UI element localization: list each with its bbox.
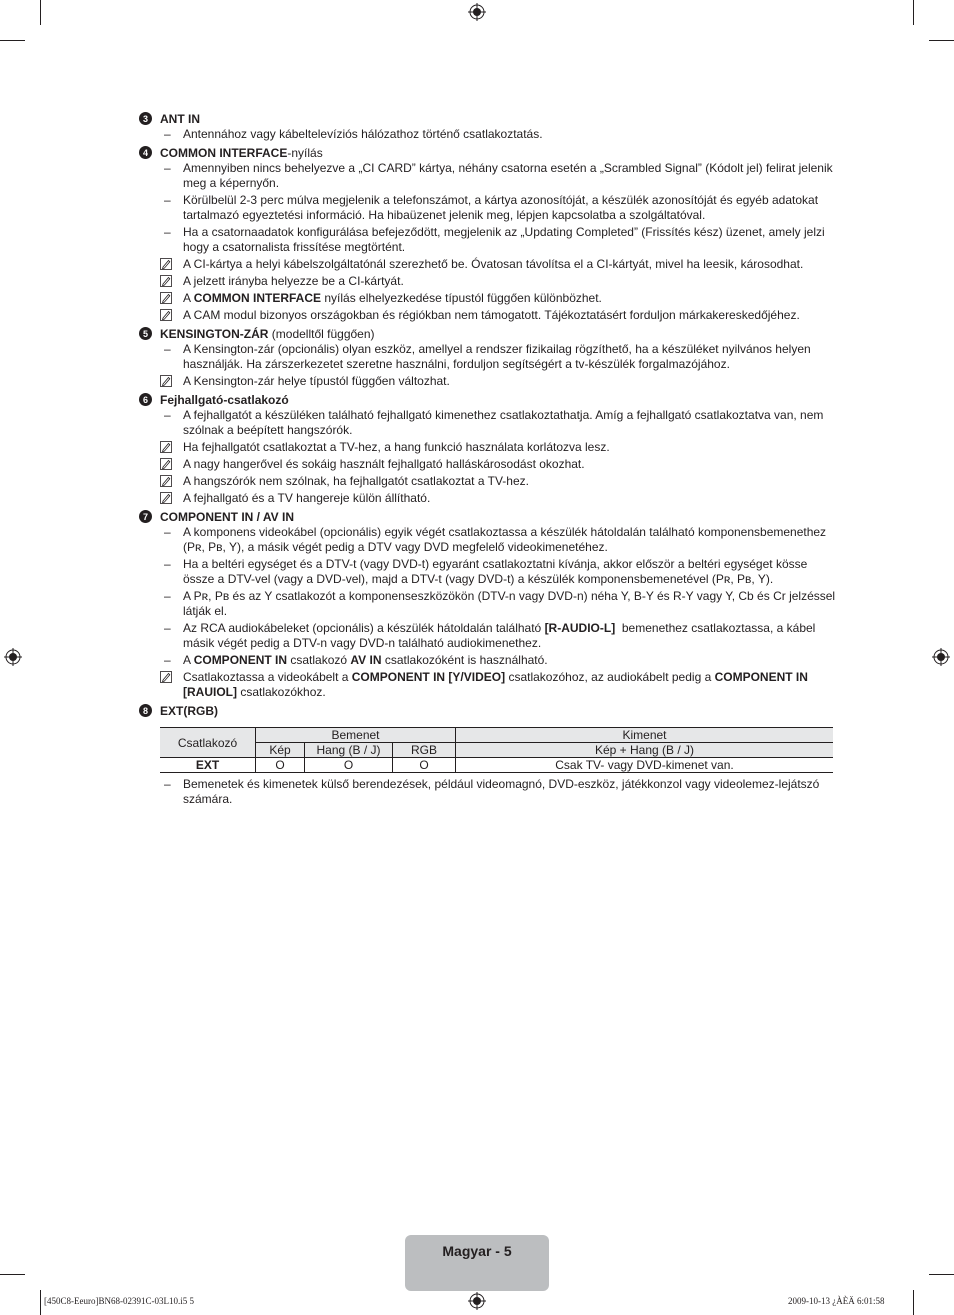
bullet-item <box>139 525 839 555</box>
note-pencil-icon <box>160 258 172 270</box>
item-text: A Pʀ, Pʙ és az Y csatlakozót a komponenseszközökön (DTV-n vagy DVD-n) néha Y, B-Y és R-Y vagy Y, Cb és Cr jelzéssel látják el. <box>183 589 839 618</box>
registration-mark-icon <box>468 3 486 21</box>
item-text: A nagy hangerővel és sokáig használt fejhallgató halláskárosodást okozhat. <box>183 457 585 471</box>
section-title: KENSINGTON-ZÁR <box>160 326 269 341</box>
item-text: Amennyiben nincs behelyezve a „CI CARD” kártya, néhány csatorna esetén a „Scrambled Signal” (Kódolt jel) felirat jelenik meg a képernyőn. <box>183 161 836 190</box>
item-text: A komponens videokábel (opcionális) egyik végét csatlakoztassa a készülék hátoldalán található komponensbemenethez (Pʀ, Pʙ, Y), a másik végét pedig a DTV vagy DVD megfelelő videokimenetéhez. <box>183 525 830 554</box>
crop-mark <box>913 1290 914 1315</box>
bullet-item <box>139 621 839 651</box>
note-pencil-icon <box>160 671 172 683</box>
note-item <box>139 474 839 489</box>
crop-mark <box>929 40 954 41</box>
section-number-badge: 3 <box>139 112 152 125</box>
table-header-input: Bemenet <box>256 728 456 743</box>
section-heading <box>139 325 839 342</box>
dash-marker: – <box>164 557 171 571</box>
table-subheader-output: Kép + Hang (B / J) <box>456 743 834 758</box>
bullet-item <box>139 225 839 255</box>
bullet-item <box>139 342 839 372</box>
note-item <box>139 374 839 389</box>
section-8 <box>139 702 839 719</box>
section-number-badge: 5 <box>139 327 152 340</box>
bullet-item <box>139 127 839 142</box>
table-row-label: EXT <box>160 758 256 773</box>
bullet-item <box>139 557 839 587</box>
print-info-left: [450C8-Eeuro]BN68-02391C-03L10.i5 5 <box>44 1296 194 1306</box>
section-title-suffix: -nyílás <box>287 145 323 160</box>
section-5 <box>139 325 839 389</box>
print-info-right: 2009-10-13 ¿ÀÈÄ 6:01:58 <box>788 1296 885 1306</box>
section-number-badge: 7 <box>139 510 152 523</box>
crop-mark <box>0 1274 25 1275</box>
item-text: A Kensington-zár helye típustól függően változhat. <box>183 374 450 388</box>
item-text: A COMMON INTERFACE nyílás elhelyezkedése típustól függően különbözhet. <box>183 291 602 305</box>
note-pencil-icon <box>160 292 172 304</box>
bullet-item <box>139 777 839 807</box>
note-pencil-icon <box>160 458 172 470</box>
page-number: Magyar - 5 <box>442 1243 512 1259</box>
document-body <box>139 110 839 809</box>
crop-mark <box>929 1274 954 1275</box>
item-text: A fejhallgató és a TV hangereje külön állítható. <box>183 491 431 505</box>
section-6 <box>139 391 839 506</box>
section-heading <box>139 391 839 408</box>
dash-marker: – <box>164 621 171 635</box>
table-subheader-hang: Hang (B / J) <box>305 743 393 758</box>
bullet-item <box>139 589 839 619</box>
item-text: Az RCA audiokábeleket (opcionális) a készülék hátoldalán található [R-AUDIO-L] bemenethez csatlakoztassa, a kábel másik végét pedig a DTV-n vagy DVD-n található audiokimenethez. <box>183 621 819 650</box>
item-text: Bemenetek és kimenetek külső berendezések, például videomagnó, DVD-eszköz, játékkonzol vagy videolemez-lejátszó számára. <box>183 777 820 806</box>
item-text: Ha a csatornaadatok konfigurálása befejeződött, megjelenik az „Updating Completed” (Frissítés kész) üzenet, amely jelzi hogy a csatornalista frissítése megtörtént. <box>183 225 828 254</box>
note-item <box>139 670 839 700</box>
section-7 <box>139 508 839 700</box>
table-cell: Csak TV- vagy DVD-kimenet van. <box>456 758 834 773</box>
dash-marker: – <box>164 589 171 603</box>
item-text: A Kensington-zár (opcionális) olyan eszköz, amellyel a rendszer fizikailag rögzíthető, ha a készüléket nyilvános helyen használják. Ha zárszerkezetet szeretne használni, forduljon segítségért a tv-készülék forgalmazójához. <box>183 342 815 371</box>
section-title: Fejhallgató-csatlakozó <box>160 392 289 407</box>
section-heading <box>139 508 839 525</box>
item-text: Antennához vagy kábeltelevíziós hálózathoz történő csatlakoztatás. <box>183 127 543 141</box>
note-item <box>139 291 839 306</box>
item-text: A jelzett irányba helyezze be a CI-kártyát. <box>183 274 404 288</box>
dash-marker: – <box>164 342 171 356</box>
note-pencil-icon <box>160 475 172 487</box>
note-item <box>139 257 839 272</box>
dash-marker: – <box>164 525 171 539</box>
section-title-suffix: (modelltől függően) <box>268 326 375 341</box>
dash-marker: – <box>164 408 171 422</box>
crop-mark <box>913 0 914 25</box>
item-text: A fejhallgatót a készüléken található fejhallgató kimenethez csatlakoztathatja. Amíg a fejhallgató csatlakoztatva van, nem szólnak a beépített hangszórók. <box>183 408 827 437</box>
item-text: A COMPONENT IN csatlakozó AV IN csatlakozóként is használható. <box>183 653 548 667</box>
dash-marker: – <box>164 193 171 207</box>
dash-marker: – <box>164 127 171 141</box>
section-heading <box>139 110 839 127</box>
crop-mark <box>0 40 25 41</box>
table-cell: O <box>393 758 456 773</box>
note-item <box>139 440 839 455</box>
ext-connector-table <box>160 727 833 773</box>
item-text: Körülbelül 2-3 perc múlva megjelenik a telefonszámot, a kártya azonosítóját, a készülék azonosítóját és egyéb adatokat tartalmazó egyeztetési információ. Ha hibaüzenet jelenik meg, lépjen kapcsolatba a szolgáltatóval. <box>183 193 822 222</box>
section-title: COMMON INTERFACE <box>160 145 288 160</box>
dash-marker: – <box>164 225 171 239</box>
crop-mark <box>40 1290 41 1315</box>
dash-marker: – <box>164 777 171 791</box>
registration-mark-icon <box>468 1292 486 1310</box>
dash-marker: – <box>164 161 171 175</box>
bullet-item <box>139 408 839 438</box>
bullet-item <box>139 161 839 191</box>
item-text: Csatlakoztassa a videokábelt a COMPONENT IN [Y/VIDEO] csatlakozóhoz, az audiokábelt pedig a COMPONENT IN [RAUIOL] csatlakozókhoz. <box>183 670 812 699</box>
table-header-connector: Csatlakozó <box>160 728 256 758</box>
table-cell: O <box>305 758 393 773</box>
section-number-badge: 8 <box>139 704 152 717</box>
dash-marker: – <box>164 653 171 667</box>
note-pencil-icon <box>160 441 172 453</box>
item-text: Ha a beltéri egységet és a DTV-t (vagy DVD-t) egyaránt csatlakoztatni kívánja, akkor először a beltéri egységet kösse össze a DTV-vel (vagy a DVD-vel), majd a DTV-t (vagy DVD-t) a készülék komponensbemenetével (Pʀ, Pʙ, Y). <box>183 557 811 586</box>
section-3 <box>139 110 839 142</box>
section-heading <box>139 702 839 719</box>
item-text: A CI-kártya a helyi kábelszolgáltatónál szerezhető be. Óvatosan távolítsa el a CI-kártyát, mivel ha leesik, károsodhat. <box>183 257 804 271</box>
note-item <box>139 308 839 323</box>
table-subheader-kep: Kép <box>256 743 305 758</box>
section-number-badge: 4 <box>139 146 152 159</box>
table-subheader-rgb: RGB <box>393 743 456 758</box>
bullet-item <box>139 653 839 668</box>
item-text: Ha fejhallgatót csatlakoztat a TV-hez, a hang funkció használata korlátozva lesz. <box>183 440 610 454</box>
note-item <box>139 457 839 472</box>
section-title: EXT(RGB) <box>160 703 218 718</box>
bullet-item <box>139 193 839 223</box>
table-header-output: Kimenet <box>456 728 834 743</box>
item-text: A CAM modul bizonyos országokban és régiókban nem támogatott. Tájékoztatásért forduljon márkakereskedőjéhez. <box>183 308 800 322</box>
registration-mark-icon <box>4 648 22 666</box>
note-item <box>139 491 839 506</box>
section-heading <box>139 144 839 161</box>
section-number-badge: 6 <box>139 393 152 406</box>
table-cell: O <box>256 758 305 773</box>
section-title: ANT IN <box>160 111 200 126</box>
section-title: COMPONENT IN / AV IN <box>160 509 295 524</box>
registration-mark-icon <box>932 648 950 666</box>
item-text: A hangszórók nem szólnak, ha fejhallgatót csatlakoztat a TV-hez. <box>183 474 529 488</box>
note-pencil-icon <box>160 309 172 321</box>
note-item <box>139 274 839 289</box>
note-pencil-icon <box>160 492 172 504</box>
crop-mark <box>40 0 41 25</box>
note-pencil-icon <box>160 375 172 387</box>
section-4 <box>139 144 839 323</box>
note-pencil-icon <box>160 275 172 287</box>
